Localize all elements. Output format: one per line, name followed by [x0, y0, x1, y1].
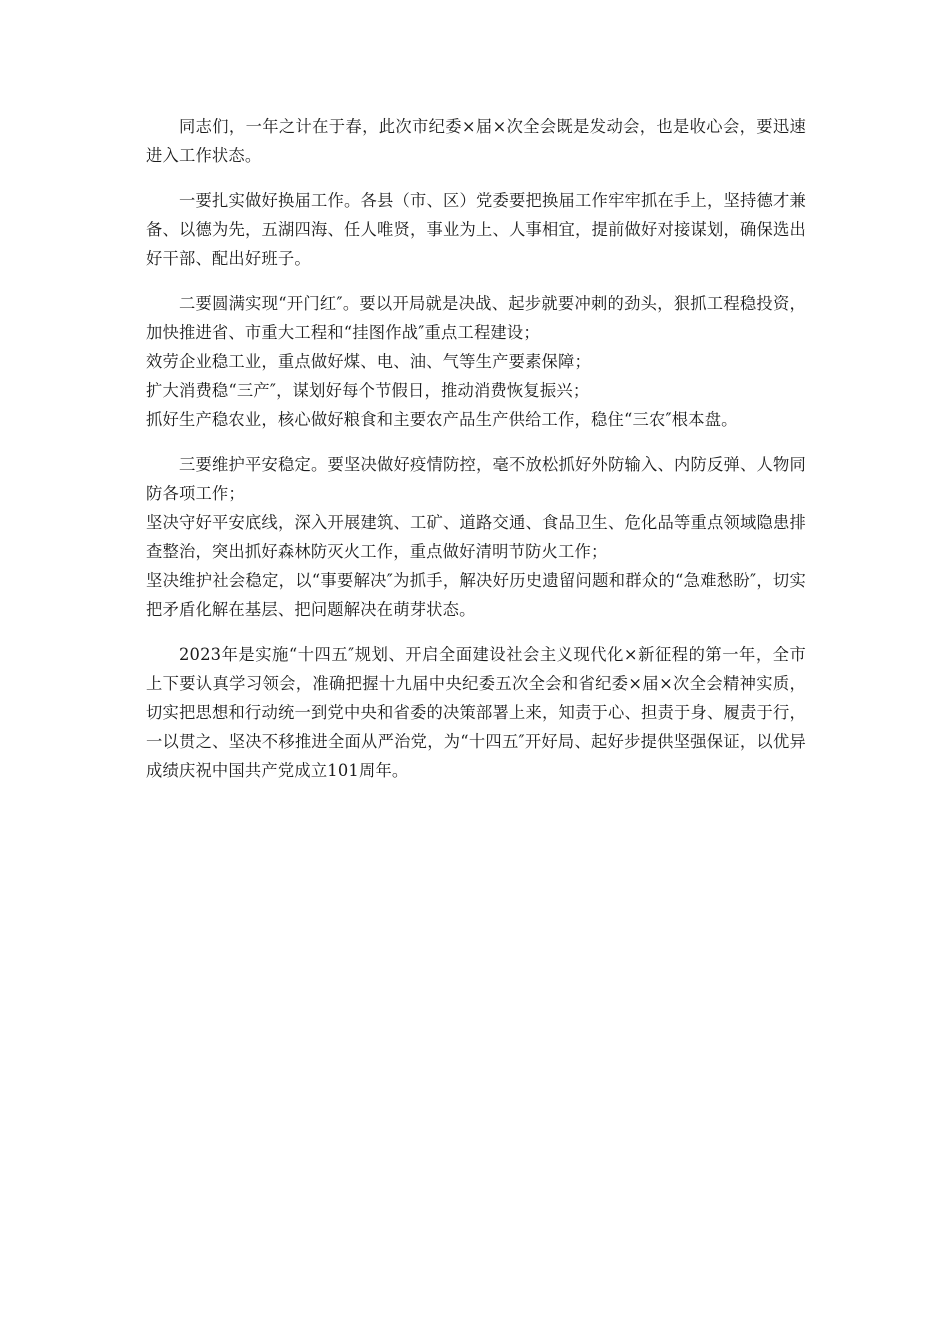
paragraph-election-work — [146, 186, 806, 273]
paragraph-line: 同志们，一年之计在于春，此次市纪委×届×次全会既是发动会，也是收心会，要迅速进入工作状态。 — [146, 117, 806, 165]
paragraph-line: 三要维护平安稳定。要坚决做好疫情防控，毫不放松抓好外防输入、内防反弹、人物同防各项工作； — [146, 455, 806, 503]
paragraph-opening — [146, 112, 806, 170]
paragraph-line: 2023年是实施“十四五″规划、开启全面建设社会主义现代化×新征程的第一年，全市上下要认真学习领会，准确把握十九届中央纪委五次全会和省纪委×届×次全会精神实质，切实把思想和行动统一到党中央和省委的决策部署上来，知责于心、担责于身、履责于行，一以贯之、坚决不移推进全面从严治党，为“十四五″开好局、起好步提供坚强保证，以优异成绩庆祝中国共产党成立101周年。 — [146, 645, 806, 780]
paragraph-line: 一要扎实做好换届工作。各县（市、区）党委要把换届工作牢牢抓在手上，坚持德才兼备、以德为先，五湖四海、任人唯贤，事业为上、人事相宜，提前做好对接谋划，确保选出好干部、配出好班子。 — [146, 191, 806, 268]
paragraph-line: 效劳企业稳工业，重点做好煤、电、油、气等生产要素保障； — [146, 352, 591, 371]
paragraph-line: 扩大消费稳“三产″，谋划好每个节假日，推动消费恢复振兴； — [146, 381, 590, 400]
paragraph-conclusion — [146, 640, 806, 785]
paragraph-line: 坚决守好平安底线，深入开展建筑、工矿、道路交通、食品卫生、危化品等重点领域隐患排查整治，突出抓好森林防灭火工作，重点做好清明节防火工作； — [146, 513, 806, 561]
paragraph-line: 二要圆满实现“开门红″。要以开局就是决战、起步就要冲刺的劲头，狠抓工程稳投资，加快推进省、市重大工程和“挂图作战″重点工程建设； — [146, 294, 806, 342]
paragraph-line: 坚决维护社会稳定，以“事要解决″为抓手，解决好历史遗留问题和群众的“急难愁盼″，切实把矛盾化解在基层、把问题解决在萌芽状态。 — [146, 571, 806, 619]
document-body — [146, 112, 806, 801]
paragraph-safety-stability — [146, 450, 806, 624]
paragraph-line: 抓好生产稳农业，核心做好粮食和主要农产品生产供给工作，稳住“三农″根本盘。 — [146, 410, 738, 429]
paragraph-good-start — [146, 289, 806, 434]
